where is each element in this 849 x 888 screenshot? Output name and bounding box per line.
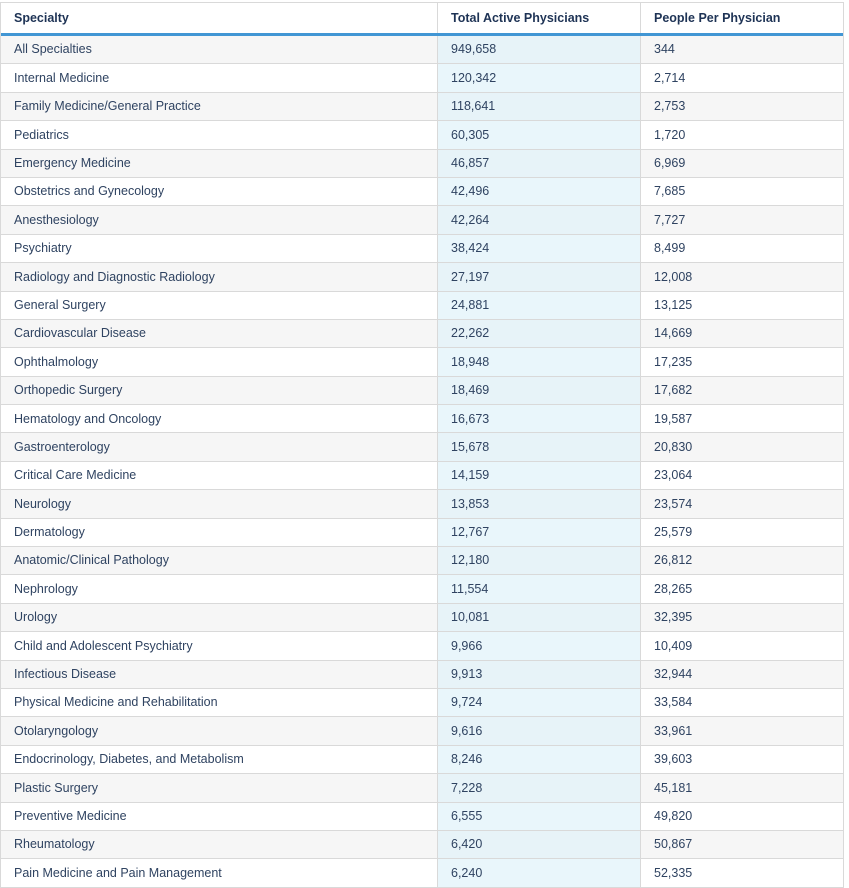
total-active-physicians-cell: 38,424 (438, 235, 641, 262)
specialty-cell: Cardiovascular Disease (1, 320, 438, 347)
specialty-cell: Critical Care Medicine (1, 462, 438, 489)
total-active-physicians-cell: 60,305 (438, 121, 641, 148)
people-per-physician-cell: 32,944 (654, 667, 693, 682)
people-per-physician-cell: 23,064 (654, 468, 693, 483)
people-per-physician-cell: 7,685 (654, 184, 686, 199)
specialty-cell: Psychiatry (1, 235, 438, 262)
people-per-physician-cell: 17,682 (654, 383, 693, 398)
specialty-cell: General Surgery (1, 292, 438, 319)
specialty-cell: Plastic Surgery (1, 774, 438, 801)
total-active-physicians-cell: 118,641 (438, 93, 641, 120)
total-active-physicians-cell: 9,966 (438, 632, 641, 659)
table-row (1, 490, 843, 518)
people-per-physician-cell: 49,820 (654, 808, 693, 823)
total-active-physicians-cell: 9,724 (438, 689, 641, 716)
specialty-cell: Nephrology (1, 575, 438, 602)
people-per-physician-cell: 28,265 (654, 581, 693, 596)
table-row (1, 803, 843, 831)
people-per-physician-cell: 19,587 (654, 411, 693, 426)
table-row (1, 632, 843, 660)
table-row (1, 689, 843, 717)
total-active-physicians-cell: 24,881 (438, 292, 641, 319)
total-active-physicians-cell: 11,554 (438, 575, 641, 602)
specialty-cell: Hematology and Oncology (1, 405, 438, 432)
table-row (1, 206, 843, 234)
people-per-physician-cell: 1,720 (654, 127, 686, 142)
table-row (1, 604, 843, 632)
table-row (1, 64, 843, 92)
specialty-cell: Physical Medicine and Rehabilitation (1, 689, 438, 716)
specialty-cell: Infectious Disease (1, 661, 438, 688)
total-active-physicians-cell: 949,658 (438, 36, 641, 63)
people-per-physician-cell: 6,969 (654, 156, 686, 170)
total-active-physicians-cell: 18,948 (438, 348, 641, 375)
specialty-cell: Anesthesiology (1, 206, 438, 233)
table-row (1, 150, 843, 178)
table-row (1, 377, 843, 405)
table-row (1, 746, 843, 774)
specialty-cell: Urology (1, 604, 438, 631)
specialty-cell: Internal Medicine (1, 64, 438, 91)
total-active-physicians-cell: 27,197 (438, 263, 641, 290)
specialty-cell: Preventive Medicine (1, 803, 438, 830)
people-per-physician-cell: 8,499 (654, 241, 686, 256)
column-header-specialty: Specialty (1, 3, 438, 33)
people-per-physician-cell: 33,584 (654, 695, 693, 710)
total-active-physicians-cell: 9,616 (438, 717, 641, 744)
specialty-cell: Anatomic/Clinical Pathology (1, 547, 438, 574)
specialty-cell: Rheumatology (1, 831, 438, 858)
people-per-physician-cell: 13,125 (654, 297, 693, 312)
column-header-total-active-physicians: Total Active Physicians (438, 3, 641, 33)
total-active-physicians-cell: 8,246 (438, 746, 641, 773)
table-row (1, 320, 843, 348)
people-per-physician-cell: 2,714 (654, 70, 686, 85)
total-active-physicians-cell: 14,159 (438, 462, 641, 489)
table-row (1, 433, 843, 461)
table-row (1, 178, 843, 206)
total-active-physicians-cell: 18,469 (438, 377, 641, 404)
total-active-physicians-cell: 6,240 (438, 859, 641, 886)
table-row (1, 292, 843, 320)
table-row (1, 547, 843, 575)
people-per-physician-cell: 12,008 (654, 269, 693, 284)
table-row (1, 405, 843, 433)
people-per-physician-cell: 33,961 (654, 723, 693, 738)
specialty-cell: Orthopedic Surgery (1, 377, 438, 404)
specialty-cell: Child and Adolescent Psychiatry (1, 632, 438, 659)
total-active-physicians-cell: 6,555 (438, 803, 641, 830)
total-active-physicians-cell: 13,853 (438, 490, 641, 517)
people-per-physician-cell: 45,181 (654, 780, 693, 795)
people-per-physician-cell: 344 (654, 42, 675, 57)
total-active-physicians-cell: 9,913 (438, 661, 641, 688)
table-row (1, 462, 843, 490)
table-row (1, 36, 843, 64)
people-per-physician-cell: 52,335 (654, 865, 693, 880)
specialty-cell: Pain Medicine and Pain Management (1, 859, 438, 886)
total-active-physicians-cell: 10,081 (438, 604, 641, 631)
people-per-physician-cell: 14,669 (654, 326, 693, 341)
people-per-physician-cell: 50,867 (654, 837, 693, 852)
table-row (1, 774, 843, 802)
total-active-physicians-cell: 120,342 (438, 64, 641, 91)
people-per-physician-cell: 20,830 (654, 439, 693, 454)
specialty-cell: Endocrinology, Diabetes, and Metabolism (1, 746, 438, 773)
table-body (1, 36, 843, 888)
total-active-physicians-cell: 42,264 (438, 206, 641, 233)
people-per-physician-cell: 10,409 (654, 638, 693, 653)
people-per-physician-cell: 39,603 (654, 752, 693, 767)
table-row (1, 121, 843, 149)
table-row (1, 661, 843, 689)
table-row (1, 263, 843, 291)
physicians-by-specialty-table (0, 2, 844, 888)
table-row (1, 235, 843, 263)
specialty-cell: Ophthalmology (1, 348, 438, 375)
people-per-physician-cell: 17,235 (654, 354, 693, 369)
specialty-cell: Obstetrics and Gynecology (1, 178, 438, 205)
people-per-physician-cell: 32,395 (654, 610, 693, 625)
table-row (1, 348, 843, 376)
table-header-row (1, 3, 843, 36)
people-per-physician-cell: 25,579 (654, 525, 693, 540)
people-per-physician-cell: 2,753 (654, 99, 686, 114)
total-active-physicians-cell: 16,673 (438, 405, 641, 432)
column-header-people-per-physician: People Per Physician (654, 10, 781, 25)
specialty-cell: All Specialties (1, 36, 438, 63)
table-row (1, 519, 843, 547)
specialty-cell: Emergency Medicine (1, 150, 438, 177)
total-active-physicians-cell: 12,180 (438, 547, 641, 574)
people-per-physician-cell: 7,727 (654, 212, 686, 227)
table-row (1, 93, 843, 121)
total-active-physicians-cell: 12,767 (438, 519, 641, 546)
total-active-physicians-cell: 22,262 (438, 320, 641, 347)
table-row (1, 575, 843, 603)
people-per-physician-cell: 23,574 (654, 496, 693, 511)
specialty-cell: Radiology and Diagnostic Radiology (1, 263, 438, 290)
table-row (1, 717, 843, 745)
total-active-physicians-cell: 46,857 (438, 150, 641, 177)
specialty-cell: Neurology (1, 490, 438, 517)
specialty-cell: Dermatology (1, 519, 438, 546)
total-active-physicians-cell: 42,496 (438, 178, 641, 205)
table-row (1, 831, 843, 859)
table-row (1, 859, 843, 887)
specialty-cell: Otolaryngology (1, 717, 438, 744)
specialty-cell: Gastroenterology (1, 433, 438, 460)
total-active-physicians-cell: 15,678 (438, 433, 641, 460)
total-active-physicians-cell: 6,420 (438, 831, 641, 858)
people-per-physician-cell: 26,812 (654, 553, 693, 568)
specialty-cell: Pediatrics (1, 121, 438, 148)
total-active-physicians-cell: 7,228 (438, 774, 641, 801)
specialty-cell: Family Medicine/General Practice (1, 93, 438, 120)
